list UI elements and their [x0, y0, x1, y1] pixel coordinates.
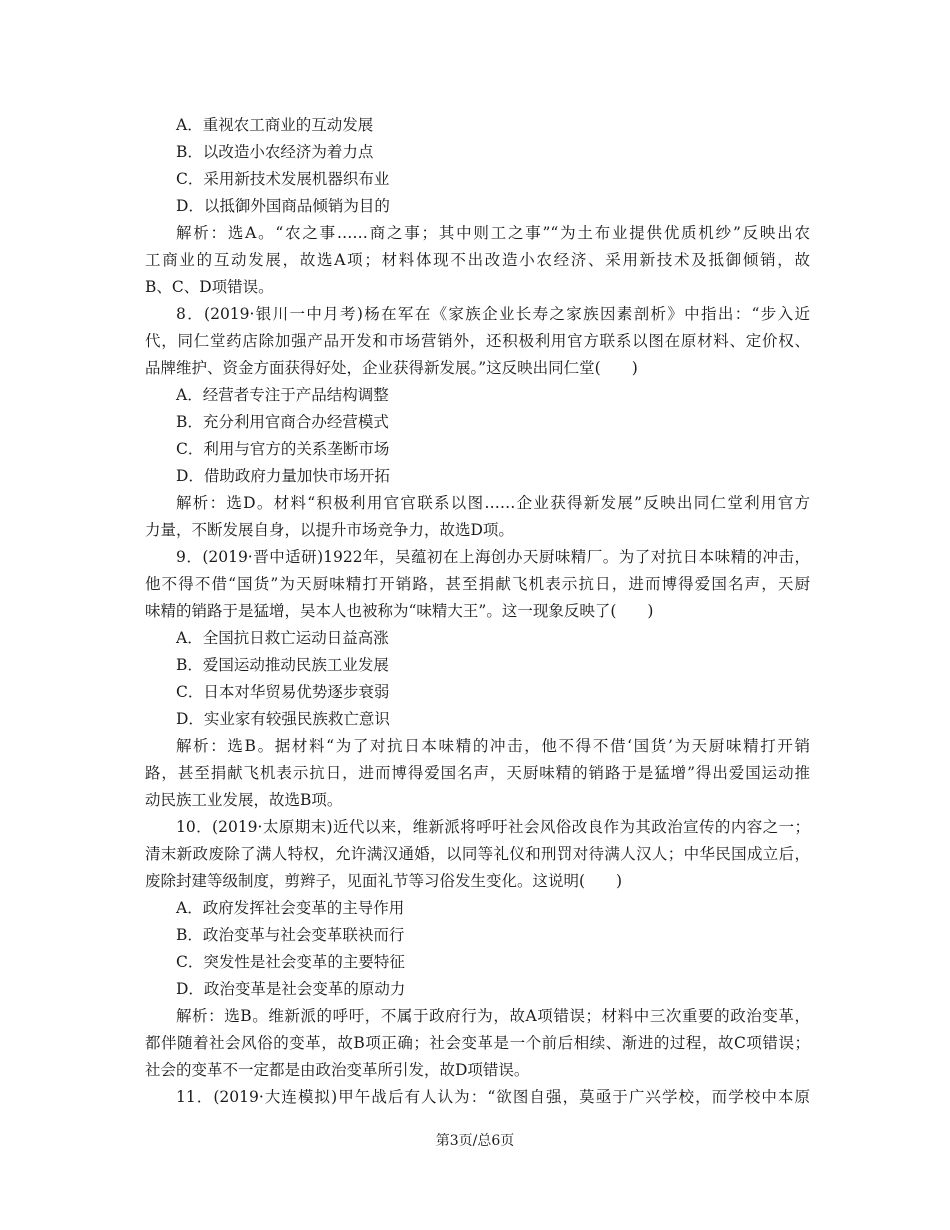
q7-analysis-line-2: 工商业的互动发展，故选A项；材料体现不出改造小农经济、采用新技术及抵御倾销，故 [145, 251, 810, 269]
page-footer: 第3页/总6页 [435, 1133, 515, 1149]
q9-option-c: C．日本对华贸易优势逐步衰弱 [176, 683, 390, 701]
q7-option-a: A．重视农工商业的互动发展 [176, 116, 374, 134]
q8-stem-line-2: 代，同仁堂药店除加强产品开发和市场营销外，还积极利用官方联系以图在原材料、定价权、 [145, 332, 810, 350]
q10-stem-line-1: 10．(2019·太原期末)近代以来，维新派将呼吁社会风俗改良作为其政治宣传的内容之一； [176, 818, 810, 836]
q9-analysis-line-1: 解析：选B。据材料“为了对抗日本味精的冲击，他不得不借‘国货’为天厨味精打开销 [176, 737, 810, 755]
q8-analysis-line-2: 力量，不断发展自身，以提升市场竞争力，故选D项。 [145, 521, 514, 539]
q10-option-a: A．政府发挥社会变革的主导作用 [176, 899, 405, 917]
q9-stem-line-2: 他不得不借“国货”为天厨味精打开销路，甚至捐献飞机表示抗日，进而博得爱国名声，天厨 [145, 575, 810, 593]
q9-stem-line-3: 味精的销路于是猛增，吴本人也被称为“味精大王”。这一现象反映了( ) [145, 602, 654, 620]
q8-option-a: A．经营者专注于产品结构调整 [176, 386, 389, 404]
q10-analysis-line-1: 解析：选B。维新派的呼吁，不属于政府行为，故A项错误；材料中三次重要的政治变革， [176, 1007, 810, 1025]
q8-option-d: D．借助政府力量加快市场开拓 [176, 467, 390, 485]
q10-option-c: C．突发性是社会变革的主要特征 [176, 953, 405, 971]
q7-option-b: B．以改造小农经济为着力点 [176, 143, 374, 161]
q8-stem-line-1: 8．(2019·银川一中月考)杨在军在《家族企业长寿之家族因素剖析》中指出：“步入近 [176, 305, 810, 323]
question-7-tail [145, 112, 810, 301]
q7-option-c: C．采用新技术发展机器织布业 [176, 170, 390, 188]
q9-option-b: B．爱国运动推动民族工业发展 [176, 656, 389, 674]
q7-analysis-line-3: B、C、D项错误。 [145, 278, 274, 296]
document-page [145, 112, 810, 1111]
q7-analysis-line-1: 解析：选A。“农之事……商之事；其中则工之事”“为土布业提供优质机纱”反映出农 [176, 224, 810, 242]
q10-analysis-line-3: 社会的变革不一定都是由政治变革所引发，故D项错误。 [145, 1061, 530, 1079]
q10-option-b: B．政治变革与社会变革联袂而行 [176, 926, 405, 944]
q9-stem-line-1: 9．(2019·晋中适研)1922年，吴蕴初在上海创办天厨味精厂。为了对抗日本味精的冲击， [176, 548, 810, 566]
q9-analysis-line-3: 动民族工业发展，故选B项。 [145, 791, 343, 809]
q9-option-a: A．全国抗日救亡运动日益高涨 [176, 629, 389, 647]
q10-stem-line-3: 废除封建等级制度，剪辫子，见面礼节等习俗发生变化。这说明( ) [145, 872, 623, 890]
q8-option-c: C．利用与官方的关系垄断市场 [176, 440, 390, 458]
q9-option-d: D．实业家有较强民族救亡意识 [176, 710, 390, 728]
question-11 [145, 1084, 810, 1111]
q10-analysis-line-2: 都伴随着社会风俗的变革，故B项正确；社会变革是一个前后相续、渐进的过程，故C项错误； [145, 1034, 810, 1052]
question-10 [145, 814, 810, 1084]
q9-analysis-line-2: 路，甚至捐献飞机表示抗日，进而博得爱国名声，天厨味精的销路于是猛增”得出爱国运动推 [145, 764, 810, 782]
question-9 [145, 544, 810, 814]
q10-stem-line-2: 清末新政废除了满人特权，允许满汉通婚，以同等礼仪和刑罚对待满人汉人；中华民国成立后， [145, 845, 810, 863]
q10-option-d: D．政治变革是社会变革的原动力 [176, 980, 406, 998]
q7-option-d: D．以抵御外国商品倾销为目的 [176, 197, 390, 215]
q8-stem-line-3: 品牌维护、资金方面获得好处，企业获得新发展。”这反映出同仁堂( ) [145, 359, 638, 377]
q8-analysis-line-1: 解析：选D。材料“积极利用官官联系以图……企业获得新发展”反映出同仁堂利用官方 [176, 494, 810, 512]
q8-option-b: B．充分利用官商合办经营模式 [176, 413, 389, 431]
q11-stem-line-1: 11．(2019·大连模拟)甲午战后有人认为：“欲图自强，莫亟于广兴学校，而学校中本原 [176, 1088, 810, 1106]
question-8 [145, 301, 810, 544]
